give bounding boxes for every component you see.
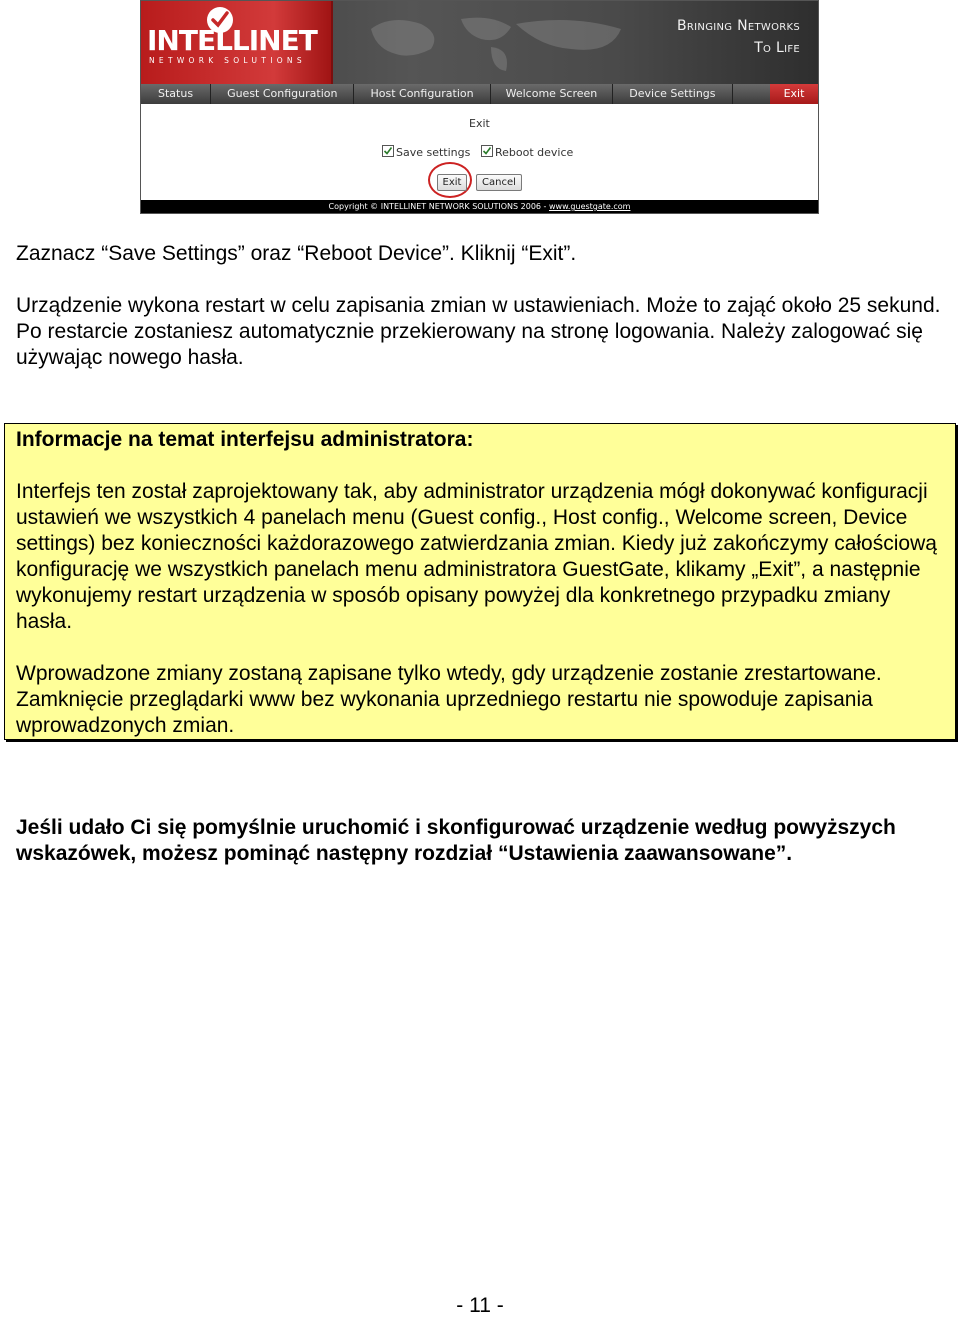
check-icon bbox=[383, 146, 393, 156]
nav-device-settings[interactable]: Device Settings bbox=[613, 84, 732, 104]
logo-panel bbox=[141, 1, 333, 84]
reboot-device-checkbox[interactable] bbox=[481, 145, 493, 157]
save-settings-label: Save settings bbox=[396, 146, 471, 159]
header-banner bbox=[141, 1, 818, 84]
tagline-line1: Bringing Networks bbox=[677, 18, 800, 34]
nav-exit[interactable]: Exit bbox=[770, 84, 818, 104]
copyright-footer bbox=[141, 200, 818, 213]
nav-bar bbox=[141, 84, 818, 104]
reboot-device-option[interactable] bbox=[481, 145, 573, 159]
save-settings-option[interactable] bbox=[382, 145, 470, 159]
tagline bbox=[677, 15, 800, 59]
closing-note: Jeśli udało Ci się pomyślnie uruchomić i skonfigurować urządzenie według powyższych wskazówek, możesz pominąć następny rozdział “Ustawienia zaawansowane”. bbox=[16, 816, 896, 865]
world-map-graphic bbox=[351, 9, 651, 79]
admin-info-box bbox=[4, 423, 956, 740]
instruction-text: Zaznacz “Save Settings” oraz “Reboot Device”. Kliknij “Exit”. bbox=[16, 242, 577, 265]
copyright-text: Copyright © INTELLINET NETWORK SOLUTIONS 2006 - bbox=[328, 202, 549, 211]
save-settings-checkbox[interactable] bbox=[382, 145, 394, 157]
reboot-device-label: Reboot device bbox=[495, 146, 574, 159]
restart-info-text: Urządzenie wykona restart w celu zapisania zmian w ustawieniach. Może to zająć około 25 sekund. Po restarcie zostaniesz automatycznie przekierowany na stronę logowania. Należy zalogować się używając nowego hasła. bbox=[16, 294, 941, 369]
logo-subtext: NETWORK SOLUTIONS bbox=[149, 56, 306, 65]
exit-panel bbox=[141, 104, 818, 200]
footer-link[interactable]: www.guestgate.com bbox=[548, 202, 631, 211]
cancel-button[interactable]: Cancel bbox=[476, 174, 522, 191]
exit-button[interactable]: Exit bbox=[437, 174, 467, 191]
exit-panel-title: Exit bbox=[469, 117, 490, 130]
nav-welcome-screen[interactable]: Welcome Screen bbox=[491, 84, 614, 104]
infobox-paragraph-2: Wprowadzone zmiany zostaną zapisane tylko wtedy, gdy urządzenie zostanie zrestartowane. Zamknięcie przeglądarki www bez wykonania uprzedniego restartu nie spowoduje zapisania wprowadzonych zmian. bbox=[16, 662, 882, 737]
tagline-line2: To Life bbox=[754, 40, 800, 56]
infobox-paragraph-1: Interfejs ten został zaprojektowany tak, aby administrator urządzenia mógł dokonywać konfiguracji ustawień we wszystkich 4 panelach menu (Guest config., Host config., Welcome screen, Device settings) bez konieczności każdorazowego zatwierdzania zmian. Kiedy już zakończymy całościową konfigurację we wszystkich panelach menu administratora GuestGate, klikamy „Exit”, a następnie wykonujemy restart urządzenia w sposób opisany powyżej dla konkretnego przypadku zmiany hasła. bbox=[16, 480, 937, 633]
check-icon bbox=[482, 146, 492, 156]
page-number: - 11 - bbox=[456, 1294, 504, 1317]
infobox-heading: Informacje na temat interfejsu administratora: bbox=[16, 428, 474, 451]
logo-text: INTELLINET bbox=[147, 24, 317, 57]
router-ui-screenshot bbox=[140, 0, 819, 214]
nav-status[interactable]: Status bbox=[141, 84, 211, 104]
nav-spacer bbox=[733, 84, 771, 104]
nav-host-configuration[interactable]: Host Configuration bbox=[354, 84, 490, 104]
nav-guest-configuration[interactable]: Guest Configuration bbox=[211, 84, 354, 104]
